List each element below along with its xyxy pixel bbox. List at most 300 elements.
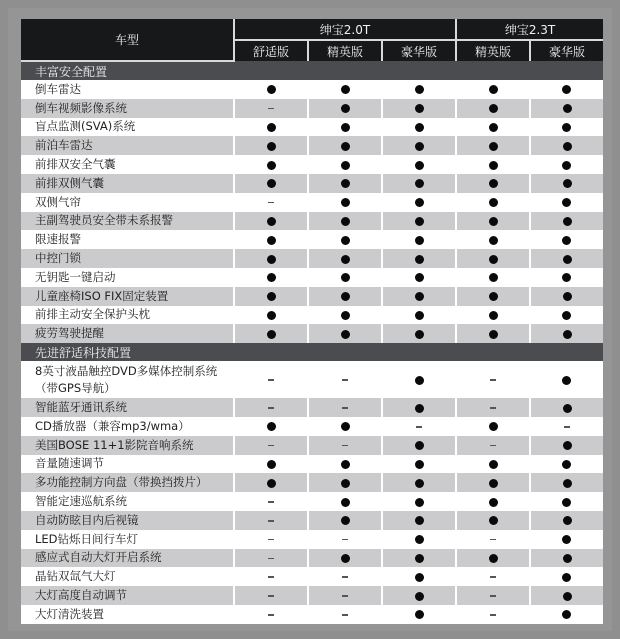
model-label-header: 车型 [21, 19, 234, 61]
availability-cell [234, 212, 308, 231]
availability-cell [234, 230, 308, 249]
feature-text: 美国BOSE 11+1影院音响系统 [35, 437, 194, 452]
not-available-dash-icon [342, 379, 348, 381]
availability-cell [308, 586, 382, 605]
not-available-dash-icon [268, 445, 274, 447]
standard-dot-icon [489, 85, 498, 94]
availability-cell [308, 549, 382, 568]
not-available-dash-icon [268, 576, 274, 578]
table-row [21, 249, 603, 268]
availability-cell [456, 511, 530, 530]
standard-dot-icon [341, 217, 350, 226]
availability-cell [234, 473, 308, 492]
standard-dot-icon [562, 123, 571, 132]
standard-dot-icon [415, 535, 424, 544]
standard-dot-icon [341, 479, 350, 488]
availability-cell [530, 306, 603, 325]
availability-cell [456, 492, 530, 511]
availability-cell [234, 118, 308, 137]
standard-dot-icon [341, 516, 350, 525]
availability-cell [456, 155, 530, 174]
standard-dot-icon [267, 123, 276, 132]
feature-text: 前泊车雷达 [35, 138, 93, 153]
availability-cell [530, 455, 603, 474]
availability-cell [382, 530, 456, 549]
section-title: 丰富安全配置 [21, 61, 603, 80]
trim-header: 精英版 [456, 40, 530, 61]
availability-cell [456, 193, 530, 212]
availability-cell [382, 567, 456, 586]
standard-dot-icon [489, 422, 498, 431]
availability-cell [456, 398, 530, 417]
availability-cell [530, 212, 603, 231]
standard-dot-icon [562, 498, 571, 507]
availability-cell [456, 567, 530, 586]
standard-dot-icon [415, 198, 424, 207]
availability-cell [530, 174, 603, 193]
trim-header: 舒适版 [234, 40, 308, 61]
availability-cell [234, 99, 308, 118]
availability-cell [234, 249, 308, 268]
availability-cell [308, 193, 382, 212]
availability-cell [308, 511, 382, 530]
standard-dot-icon [341, 292, 350, 301]
availability-cell [530, 605, 603, 624]
availability-cell [456, 212, 530, 231]
feature-label [21, 455, 234, 474]
availability-cell [456, 530, 530, 549]
feature-text-line2: （带GPS导航） [35, 380, 116, 395]
table-row [21, 605, 603, 624]
standard-dot-icon [267, 142, 276, 151]
availability-cell [308, 567, 382, 586]
availability-cell [308, 324, 382, 343]
standard-dot-icon [267, 179, 276, 188]
standard-dot-icon [341, 85, 350, 94]
not-available-dash-icon [490, 576, 496, 578]
standard-dot-icon [562, 460, 571, 469]
standard-dot-icon [562, 85, 571, 94]
availability-cell [456, 249, 530, 268]
feature-label [21, 586, 234, 605]
feature-text: 疲劳驾驶提醒 [35, 326, 104, 341]
standard-dot-icon [341, 330, 350, 339]
availability-cell [382, 549, 456, 568]
availability-cell [234, 567, 308, 586]
availability-cell [308, 398, 382, 417]
feature-text: CD播放器（兼容mp3/wma） [35, 418, 190, 433]
availability-cell [456, 99, 530, 118]
availability-cell [530, 398, 603, 417]
feature-text: 限速报警 [35, 232, 81, 247]
standard-dot-icon [415, 273, 424, 282]
feature-label [21, 230, 234, 249]
group-header-23t: 绅宝2.3T [456, 19, 603, 40]
standard-dot-icon [562, 376, 571, 385]
standard-dot-icon [341, 236, 350, 245]
not-available-dash-icon [268, 595, 274, 597]
availability-cell [530, 417, 603, 436]
availability-cell [234, 605, 308, 624]
availability-cell [382, 605, 456, 624]
availability-cell [308, 174, 382, 193]
table-row [21, 230, 603, 249]
standard-dot-icon [415, 255, 424, 264]
availability-cell [456, 455, 530, 474]
feature-label [21, 212, 234, 231]
availability-cell [308, 268, 382, 287]
availability-cell [456, 549, 530, 568]
table-body [21, 61, 603, 624]
availability-cell [382, 361, 456, 398]
table-row [21, 473, 603, 492]
spec-comparison-table [21, 19, 603, 624]
feature-text: 大灯清洗装置 [35, 606, 104, 621]
standard-dot-icon [415, 179, 424, 188]
availability-cell [308, 361, 382, 398]
standard-dot-icon [562, 535, 571, 544]
feature-text: 前排双安全气囊 [35, 157, 116, 172]
availability-cell [382, 230, 456, 249]
availability-cell [234, 398, 308, 417]
standard-dot-icon [489, 123, 498, 132]
standard-dot-icon [267, 330, 276, 339]
feature-text: 主副驾驶员安全带未系报警 [35, 213, 173, 228]
availability-cell [382, 324, 456, 343]
not-available-dash-icon [268, 202, 274, 204]
availability-cell [530, 436, 603, 455]
standard-dot-icon [341, 123, 350, 132]
feature-text: 8英寸液晶触控DVD多媒体控制系统 [35, 363, 218, 378]
not-available-dash-icon [490, 407, 496, 409]
not-available-dash-icon [342, 539, 348, 541]
feature-text: 自动防眩目内后视镜 [35, 512, 139, 527]
standard-dot-icon [415, 592, 424, 601]
availability-cell [308, 80, 382, 99]
availability-cell [234, 586, 308, 605]
feature-label [21, 287, 234, 306]
feature-text: 音量随速调节 [35, 456, 104, 471]
availability-cell [234, 136, 308, 155]
not-available-dash-icon [342, 407, 348, 409]
standard-dot-icon [415, 554, 424, 563]
standard-dot-icon [341, 142, 350, 151]
availability-cell [530, 287, 603, 306]
availability-cell [308, 212, 382, 231]
feature-text: 智能蓝牙通讯系统 [35, 400, 127, 415]
standard-dot-icon [267, 236, 276, 245]
table-row [21, 212, 603, 231]
standard-dot-icon [563, 292, 572, 301]
standard-dot-icon [267, 273, 276, 282]
standard-dot-icon [267, 161, 276, 170]
not-available-dash-icon [268, 558, 274, 560]
standard-dot-icon [563, 592, 572, 601]
standard-dot-icon [563, 441, 572, 450]
standard-dot-icon [341, 198, 350, 207]
availability-cell [308, 473, 382, 492]
not-available-dash-icon [268, 379, 274, 381]
availability-cell [456, 118, 530, 137]
standard-dot-icon [562, 198, 571, 207]
availability-cell [234, 492, 308, 511]
standard-dot-icon [562, 573, 571, 582]
standard-dot-icon [415, 217, 424, 226]
availability-cell [530, 324, 603, 343]
availability-cell [530, 155, 603, 174]
availability-cell [382, 212, 456, 231]
availability-cell [382, 473, 456, 492]
availability-cell [530, 567, 603, 586]
feature-text: 多功能控制方向盘（带换挡拨片） [35, 475, 208, 490]
availability-cell [382, 586, 456, 605]
table-row [21, 324, 603, 343]
availability-cell [308, 287, 382, 306]
table-row [21, 530, 603, 549]
availability-cell [308, 530, 382, 549]
availability-cell [382, 287, 456, 306]
standard-dot-icon [341, 273, 350, 282]
availability-cell [530, 193, 603, 212]
not-available-dash-icon [268, 539, 274, 541]
not-available-dash-icon [268, 407, 274, 409]
group-header-20t: 绅宝2.0T [234, 19, 456, 40]
table-row [21, 455, 603, 474]
standard-dot-icon [562, 610, 571, 619]
feature-label [21, 361, 234, 398]
standard-dot-icon [563, 404, 572, 413]
table-row [21, 436, 603, 455]
table-row [21, 99, 603, 118]
table-row [21, 80, 603, 99]
table-row [21, 361, 603, 398]
availability-cell [530, 118, 603, 137]
standard-dot-icon [563, 104, 572, 113]
standard-dot-icon [563, 516, 572, 525]
feature-label [21, 136, 234, 155]
availability-cell [382, 80, 456, 99]
standard-dot-icon [562, 161, 571, 170]
availability-cell [234, 80, 308, 99]
standard-dot-icon [489, 330, 498, 339]
availability-cell [530, 511, 603, 530]
availability-cell [382, 492, 456, 511]
availability-cell [382, 436, 456, 455]
availability-cell [308, 455, 382, 474]
not-available-dash-icon [342, 576, 348, 578]
availability-cell [382, 511, 456, 530]
standard-dot-icon [341, 179, 350, 188]
availability-cell [530, 230, 603, 249]
feature-label [21, 567, 234, 586]
table-header [21, 19, 603, 61]
feature-label [21, 511, 234, 530]
standard-dot-icon [489, 460, 498, 469]
feature-text: 盲点监测(SVA)系统 [35, 119, 136, 134]
not-available-dash-icon [342, 445, 348, 447]
standard-dot-icon [415, 479, 424, 488]
standard-dot-icon [415, 292, 424, 301]
availability-cell [530, 99, 603, 118]
availability-cell [382, 455, 456, 474]
availability-cell [530, 249, 603, 268]
availability-cell [456, 473, 530, 492]
availability-cell [234, 324, 308, 343]
standard-dot-icon [563, 479, 572, 488]
availability-cell [234, 155, 308, 174]
feature-label [21, 306, 234, 325]
feature-label [21, 492, 234, 511]
standard-dot-icon [489, 292, 498, 301]
standard-dot-icon [489, 142, 498, 151]
table-row [21, 136, 603, 155]
feature-text: 前排双侧气囊 [35, 175, 104, 190]
feature-label [21, 417, 234, 436]
standard-dot-icon [415, 404, 424, 413]
availability-cell [308, 118, 382, 137]
availability-cell [308, 155, 382, 174]
availability-cell [456, 230, 530, 249]
availability-cell [530, 586, 603, 605]
standard-dot-icon [415, 460, 424, 469]
availability-cell [234, 287, 308, 306]
not-available-dash-icon [342, 595, 348, 597]
standard-dot-icon [563, 554, 572, 563]
not-available-dash-icon [268, 520, 274, 522]
availability-cell [456, 80, 530, 99]
availability-cell [456, 436, 530, 455]
availability-cell [530, 530, 603, 549]
standard-dot-icon [489, 311, 498, 320]
availability-cell [456, 605, 530, 624]
standard-dot-icon [415, 161, 424, 170]
availability-cell [308, 436, 382, 455]
standard-dot-icon [415, 311, 424, 320]
table-row [21, 306, 603, 325]
feature-label [21, 268, 234, 287]
standard-dot-icon [267, 217, 276, 226]
not-available-dash-icon [268, 614, 274, 616]
table-row [21, 268, 603, 287]
standard-dot-icon [267, 311, 276, 320]
feature-text: 儿童座椅ISO FIX固定装置 [35, 288, 169, 303]
not-available-dash-icon [490, 539, 496, 541]
standard-dot-icon [489, 236, 498, 245]
availability-cell [234, 174, 308, 193]
standard-dot-icon [267, 422, 276, 431]
standard-dot-icon [489, 217, 498, 226]
standard-dot-icon [341, 498, 350, 507]
availability-cell [382, 268, 456, 287]
standard-dot-icon [415, 498, 424, 507]
availability-cell [308, 306, 382, 325]
standard-dot-icon [415, 573, 424, 582]
not-available-dash-icon [268, 108, 274, 110]
availability-cell [456, 136, 530, 155]
not-available-dash-icon [490, 614, 496, 616]
table-row [21, 193, 603, 212]
section-title: 先进舒适科技配置 [21, 343, 603, 361]
section-header-row [21, 61, 603, 80]
availability-cell [234, 511, 308, 530]
standard-dot-icon [415, 376, 424, 385]
standard-dot-icon [489, 516, 498, 525]
not-available-dash-icon [342, 614, 348, 616]
feature-label [21, 99, 234, 118]
feature-label [21, 80, 234, 99]
availability-cell [456, 287, 530, 306]
availability-cell [308, 136, 382, 155]
availability-cell [382, 398, 456, 417]
table-row [21, 417, 603, 436]
standard-dot-icon [489, 479, 498, 488]
table-row [21, 174, 603, 193]
trim-header: 豪华版 [530, 40, 603, 61]
availability-cell [308, 605, 382, 624]
availability-cell [234, 268, 308, 287]
standard-dot-icon [341, 255, 350, 264]
standard-dot-icon [267, 460, 276, 469]
standard-dot-icon [341, 422, 350, 431]
table-row [21, 155, 603, 174]
standard-dot-icon [489, 273, 498, 282]
availability-cell [382, 155, 456, 174]
feature-label [21, 436, 234, 455]
feature-label [21, 193, 234, 212]
not-available-dash-icon [490, 595, 496, 597]
standard-dot-icon [267, 292, 276, 301]
standard-dot-icon [341, 104, 350, 113]
availability-cell [382, 417, 456, 436]
standard-dot-icon [489, 179, 498, 188]
standard-dot-icon [563, 179, 572, 188]
feature-label [21, 118, 234, 137]
table-row [21, 287, 603, 306]
availability-cell [308, 230, 382, 249]
feature-label [21, 473, 234, 492]
not-available-dash-icon [416, 426, 422, 428]
table-row [21, 492, 603, 511]
availability-cell [530, 268, 603, 287]
feature-text: 无钥匙一键启动 [35, 269, 116, 284]
standard-dot-icon [489, 161, 498, 170]
feature-label [21, 605, 234, 624]
standard-dot-icon [489, 104, 498, 113]
standard-dot-icon [562, 311, 571, 320]
availability-cell [234, 417, 308, 436]
availability-cell [234, 455, 308, 474]
standard-dot-icon [267, 85, 276, 94]
trim-header: 精英版 [308, 40, 382, 61]
table-row [21, 586, 603, 605]
feature-text: 感应式自动大灯开启系统 [35, 550, 162, 565]
availability-cell [234, 361, 308, 398]
standard-dot-icon [563, 255, 572, 264]
standard-dot-icon [562, 273, 571, 282]
availability-cell [308, 249, 382, 268]
standard-dot-icon [415, 104, 424, 113]
availability-cell [234, 530, 308, 549]
availability-cell [456, 586, 530, 605]
feature-text: 倒车视频影像系统 [35, 100, 127, 115]
availability-cell [234, 306, 308, 325]
feature-label [21, 549, 234, 568]
availability-cell [456, 417, 530, 436]
table-row [21, 549, 603, 568]
section-header-row [21, 343, 603, 361]
standard-dot-icon [563, 330, 572, 339]
availability-cell [382, 136, 456, 155]
